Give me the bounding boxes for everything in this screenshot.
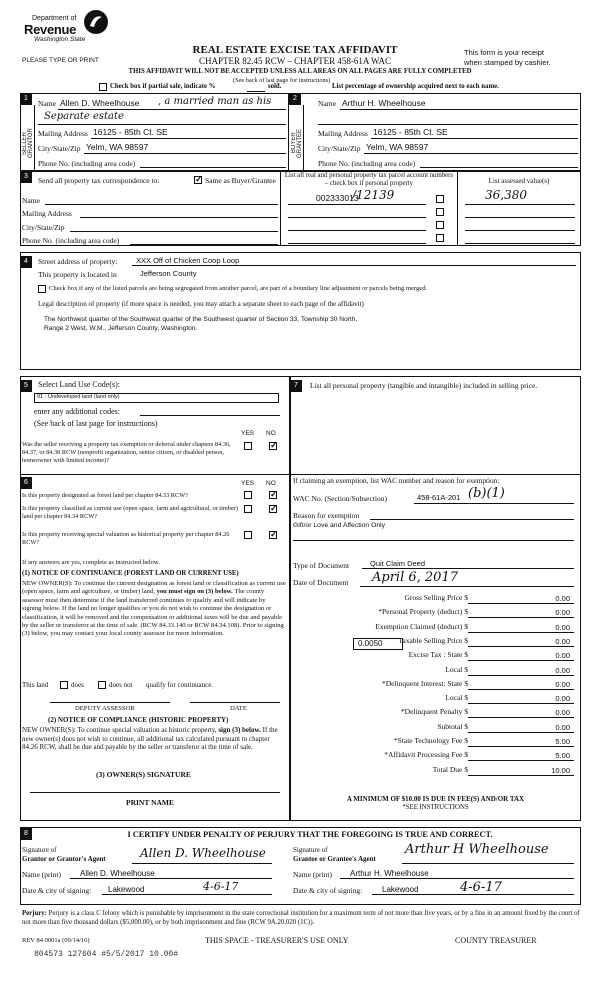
perjury-text: Perjury is a class C felony which is punishable by imprisonment in the state correctional institution for a maximum term of not more than five years, or by a fine in an amount fixed by the court of not more than five thousand dollars ($5,000.00), or by both imprisonment and fine (RCW 9A.20.020 (1C)). xyxy=(22,910,580,926)
doc-date-label: Date of Document xyxy=(293,578,349,587)
correspondence-label: Send all property tax correspondence to: xyxy=(38,176,160,185)
perjury-notice xyxy=(22,910,582,927)
seller-name: Allen D. Wheelhouse xyxy=(60,98,140,108)
assessed-header: List assessed value(s) xyxy=(488,177,550,185)
current-use-yes-checkbox[interactable] xyxy=(244,505,252,513)
tax-row-value: 5.00 xyxy=(555,737,570,746)
seller-name-handwritten: , a married man as his xyxy=(158,96,272,107)
perjury-label: Perjury: xyxy=(22,910,47,917)
same-as-buyer-label: Same as Buyer/Grantee xyxy=(205,176,276,185)
sec5-yes-header: YES xyxy=(241,430,255,437)
seller-city-label: City/State/Zip xyxy=(38,144,81,153)
doc-date: April 6, 2017 xyxy=(372,570,458,585)
doc-type: Quit Claim Deed xyxy=(370,559,426,568)
partial-sale-checkbox[interactable] xyxy=(99,83,107,91)
form-title: REAL ESTATE EXCISE TAX AFFIDAVIT xyxy=(192,44,398,56)
current-use-no-checkbox[interactable] xyxy=(269,505,277,513)
form-chapters: CHAPTER 82.45 RCW – CHAPTER 458-61A WAC xyxy=(199,56,391,66)
rev-number: REV 84 0001a (09/14/16) xyxy=(22,937,90,944)
tax-row-value: 0.00 xyxy=(555,622,570,632)
sec5-no-header: NO xyxy=(266,430,276,437)
see-instructions-note: *SEE INSTRUCTIONS xyxy=(402,804,469,811)
corr-name-label: Name xyxy=(22,196,40,205)
tax-row-value: 0.00 xyxy=(555,679,570,689)
segregated-label: Check box if any of the listed parcels are being segregated from another parcel, are part of a boundary line adjustment or parcels being merged. xyxy=(49,285,428,292)
sec6-yes-header: YES xyxy=(241,480,255,487)
this-land-label: This land xyxy=(22,681,49,689)
tax-row-label: Excise Tax : State $ xyxy=(408,650,468,660)
legal-description-2: Range 2 West, W.M., Jefferson County, Washington. xyxy=(44,325,198,332)
grantor-name-print-label: Name (print) xyxy=(22,870,61,879)
land-does-label: does xyxy=(71,681,84,689)
grantee-name-print: Arthur H. Wheelhouse xyxy=(350,869,429,878)
legal-description-1: The Northwest quarter of the Southwest quarter of the Southwest quarter of Section 33, Township 30 North, xyxy=(44,316,358,323)
grantee-date-city-label: Date & city of signing: xyxy=(293,886,363,895)
tax-row-value: 0.00 xyxy=(555,665,570,675)
tax-rows xyxy=(290,593,581,783)
section-2-badge: 2 xyxy=(289,93,301,105)
grantor-city: Lakewood xyxy=(108,885,145,894)
tax-row-label: *Delinquent Penalty $ xyxy=(400,707,468,717)
section-6-badge: 6 xyxy=(20,477,32,489)
notice-compliance-bold: sign (3) below. xyxy=(218,726,261,734)
doc-type-label: Type of Document xyxy=(293,561,350,570)
tax-row-value: 0.00 xyxy=(555,594,570,603)
section-7-badge: 7 xyxy=(290,380,302,392)
qualify-label: qualify for continuance. xyxy=(146,681,214,689)
current-use-question: Is this property classified as current use (open space, farm and agricultural, or timber) land per chapter 84.34 RCW? xyxy=(22,505,238,520)
receipt-note-2: when stamped by cashier. xyxy=(464,58,551,67)
logo-dept-top: Department of xyxy=(32,15,77,22)
section-4-badge: 4 xyxy=(20,256,32,268)
seller-side-label: SELLER GRANTOR xyxy=(22,128,34,158)
additional-codes-label: enter any additional codes: xyxy=(34,407,120,416)
assessed-value: 36,380 xyxy=(485,188,527,202)
exemption-question: Was the seller receiving a property tax exemption or deferral under chapters 84.36, 84.37, or 84.38 RCW (nonprofit organization, senior citizen, or disabled person, homeowner with limited income)? xyxy=(22,441,231,464)
grantee-name-print-label: Name (print) xyxy=(293,870,332,879)
deputy-assessor-label: DEPUTY ASSESSOR xyxy=(75,705,135,712)
historic-yes-checkbox[interactable] xyxy=(244,531,252,539)
notice-continuance-title: (1) NOTICE OF CONTINUANCE (FOREST LAND OR CURRENT USE) xyxy=(22,570,239,577)
buyer-city: Yelm, WA 98597 xyxy=(366,142,429,152)
grantor-sig-label-2: Grantor or Grantor's Agent xyxy=(22,855,106,863)
tax-row-label: Exemption Claimed (deduct) $ xyxy=(375,621,468,631)
buyer-name: Arthur H. Wheelhouse xyxy=(342,98,426,108)
tax-row-value: 0.00 xyxy=(555,636,570,646)
street-address: XXX Off of Chicken Coop Loop xyxy=(136,256,240,265)
notice-continuance-text-b: The county assessor must then determine if the land transferred continues to qualify and will indicate by signing below. If the land no longer qualifies or you do not wish to continue the designation or classification, it will be removed and the compensation or additional taxes will be due and payable by the seller or transferor at the time of sale. (RCW 84.33.140 or RCW 84.34.108). Prior to signing (3) below, you may contact your local county assessor for more information. xyxy=(22,588,284,638)
wac-number: 458-61A-201 xyxy=(417,493,461,502)
tax-row-value: 0.00 xyxy=(555,722,570,732)
parcel-handwritten: /12139 xyxy=(352,188,395,202)
tax-row-label: Subtotal $ xyxy=(437,721,468,731)
parcel-number: 002333013 xyxy=(316,193,359,203)
buyer-name-label: Name xyxy=(318,99,336,108)
wac-label: WAC No. (Section/Subsection) xyxy=(293,494,387,503)
buyer-side-label: BUYER GRANTEE xyxy=(291,128,303,158)
corr-mailing-label: Mailing Address xyxy=(22,209,72,218)
segregated-checkbox[interactable] xyxy=(38,285,46,293)
if-yes-note: If any answers are yes, complete as instructed below. xyxy=(22,559,160,566)
treasurer-space: THIS SPACE - TREASURER'S USE ONLY xyxy=(205,936,349,945)
seller-city: Yelm, WA 98597 xyxy=(86,142,149,152)
notice-continuance-body xyxy=(22,580,286,639)
dor-mark-icon xyxy=(82,8,110,36)
tax-row-label: Local $ xyxy=(445,664,468,674)
tax-row-value: 10.00 xyxy=(551,765,570,775)
grantor-name-print: Allen D. Wheelhouse xyxy=(80,869,155,878)
certify-statement: I CERTIFY UNDER PENALTY OF PERJURY THAT THE FOREGOING IS TRUE AND CORRECT. xyxy=(127,830,493,839)
notice-compliance-title: (2) NOTICE OF COMPLIANCE (HISTORIC PROPERTY) xyxy=(48,716,229,724)
dor-logo xyxy=(22,8,122,48)
tax-row-label: *Delinquent Interest: State $ xyxy=(381,678,468,688)
notice-compliance-body xyxy=(22,726,286,752)
street-label: Street address of property: xyxy=(38,257,118,266)
seller-name-handwritten-2: Separate estate xyxy=(44,111,124,122)
treasurer-stamp: 804573 127604 #5/5/2017 10.00# xyxy=(34,950,179,959)
minimum-fee-note: A MINIMUM OF $10.00 IS DUE IN FEE(S) AND/OR TAX xyxy=(346,795,525,803)
tax-row-value: 0.00 xyxy=(555,608,570,618)
tax-row-label: *State Technology Fee $ xyxy=(393,736,468,745)
land-does-not-checkbox[interactable] xyxy=(98,681,106,689)
sold-label: sold. xyxy=(268,83,282,90)
completion-warning: THIS AFFIDAVIT WILL NOT BE ACCEPTED UNLESS ALL AREAS ON ALL PAGES ARE FULLY COMPLETED xyxy=(128,68,472,75)
please-type: PLEASE TYPE OR PRINT xyxy=(22,57,99,64)
legal-label: Legal description of property (if more space is needed, you may attach a separate sheet to each page of the affidavit) xyxy=(38,300,364,308)
deputy-date-label: DATE xyxy=(230,705,247,712)
tax-row-label: *Affidavit Processing Fee $ xyxy=(384,750,468,760)
print-name-label: PRINT NAME xyxy=(126,798,174,807)
grantor-sig-label-1: Signature of xyxy=(22,846,57,854)
tax-row-value: 0.00 xyxy=(555,708,570,718)
land-use-label: Select Land Use Code(s): xyxy=(38,380,120,389)
see-back-note: (See back of last page for instructions) xyxy=(233,77,331,84)
reason-label: Reason for exemption xyxy=(293,511,360,520)
section-5-badge: 5 xyxy=(20,380,32,392)
grantee-date: 4-6-17 xyxy=(460,880,502,895)
buyer-mailing: 16125 - 85th Ct. SE xyxy=(373,127,448,137)
parcel-1-personal-checkbox[interactable] xyxy=(436,195,444,203)
tax-row-label: Gross Selling Price $ xyxy=(404,593,468,602)
ownership-note: List percentage of ownership acquired next to each name. xyxy=(332,83,499,90)
seller-name-label: Name xyxy=(38,99,56,108)
forest-yes-checkbox[interactable] xyxy=(244,491,252,499)
tax-row-value: 5.00 xyxy=(555,751,570,761)
historic-no-checkbox[interactable] xyxy=(269,531,277,539)
same-as-buyer-checkbox[interactable] xyxy=(194,176,202,184)
buyer-mailing-label: Mailing Address xyxy=(318,129,368,138)
logo-dept-main: Revenue xyxy=(24,22,77,37)
personal-property-label: List all personal property (tangible and intangible) included in selling price. xyxy=(310,381,538,390)
sec6-no-header: NO xyxy=(266,480,276,487)
logo-dept-state: Washington State xyxy=(34,36,86,43)
tax-row-value: 0.00 xyxy=(555,694,570,704)
section-8-badge: 8 xyxy=(20,828,32,840)
local-rate: 0.0050 xyxy=(358,639,383,648)
grantee-city: Lakewood xyxy=(382,885,419,894)
partial-sale-label: Check box if partial sale, indicate % xyxy=(110,83,216,90)
seller-mailing: 16125 - 85th Ct. SE xyxy=(93,127,168,137)
grantor-signature: Allen D. Wheelhouse xyxy=(140,846,266,860)
grantee-sig-label-1: Signature of xyxy=(293,846,328,854)
exemption-claim-label: If claiming an exemption, list WAC number and reason for exemption: xyxy=(293,476,500,485)
located-county: Jefferson County xyxy=(140,269,197,278)
corr-city-label: City/State/Zip xyxy=(22,223,65,232)
grantor-date-city-label: Date & city of signing: xyxy=(22,886,92,895)
sec5-q1-no-checkbox[interactable] xyxy=(269,442,277,450)
buyer-city-label: City/State/Zip xyxy=(318,144,361,153)
buyer-phone-label: Phone No. (including area code) xyxy=(318,159,416,168)
notice-continuance-bold: you must sign on (3) below. xyxy=(156,588,233,596)
owner-signature-label: (3) OWNER(S) SIGNATURE xyxy=(96,770,191,779)
notice-compliance-text-b: If the new owner(s) does not wish to continue, all additional tax calculated pursuant to chapter 84.26 RCW, shall be due and payable by the seller or transferor at the time of sale. xyxy=(22,726,278,752)
section-3-badge: 3 xyxy=(20,171,32,183)
forest-question: Is this property designated as forest land per chapter 84.33 RCW? xyxy=(22,492,188,499)
sec5-q1-yes-checkbox[interactable] xyxy=(244,442,252,450)
parcel-header: List all real and personal property tax parcel account numbers – check box if personal property xyxy=(284,172,454,187)
seller-mailing-label: Mailing Address xyxy=(38,129,88,138)
grantee-signature: Arthur H Wheelhouse xyxy=(405,842,549,857)
tax-row-label: Total Due $ xyxy=(432,764,468,774)
land-does-checkbox[interactable] xyxy=(60,681,68,689)
historic-question: Is this property receiving special valuation as historical property per chapter 84.26 RCW? xyxy=(22,531,230,546)
seller-phone-label: Phone No. (including area code) xyxy=(38,159,136,168)
corr-phone-label: Phone No. (including area code) xyxy=(22,236,120,245)
parcel-2-personal-checkbox[interactable] xyxy=(436,208,444,216)
grantor-date: 4-6-17 xyxy=(203,880,239,893)
tax-row-label: Taxable Selling Price $ xyxy=(398,635,468,645)
located-label: This property is located in xyxy=(38,270,117,279)
parcel-3-personal-checkbox[interactable] xyxy=(436,221,444,229)
parcel-4-personal-checkbox[interactable] xyxy=(436,234,444,242)
tax-row-label: Local $ xyxy=(445,693,468,703)
notice-continuance-text-a: NEW OWNER(S): To continue the current designation as forest land or classification as current use (open space, farm and agriculture, or timber) land, xyxy=(22,580,286,596)
land-does-not-label: does not xyxy=(109,681,133,689)
wac-handwritten: (b)(1) xyxy=(468,486,505,501)
receipt-note-1: This form is your receipt xyxy=(464,48,545,57)
land-use-see-back: (See back of last page for instructions) xyxy=(34,419,158,428)
section-1-badge: 1 xyxy=(20,93,32,105)
exemption-reason: Gift/or Love and Affection Only xyxy=(293,522,386,529)
county-treasurer: COUNTY TREASURER xyxy=(455,936,537,945)
forest-no-checkbox[interactable] xyxy=(269,491,277,499)
notice-compliance-text-a: NEW OWNER(S): To continue special valuation as historic property, xyxy=(22,726,217,734)
grantee-sig-label-2: Grantee or Grantee's Agent xyxy=(293,855,376,863)
land-use-code: 91 - Undeveloped land (land only) xyxy=(37,394,120,400)
tax-row-value: 0.00 xyxy=(555,651,570,661)
tax-row-label: *Personal Property (deduct) $ xyxy=(378,607,468,617)
